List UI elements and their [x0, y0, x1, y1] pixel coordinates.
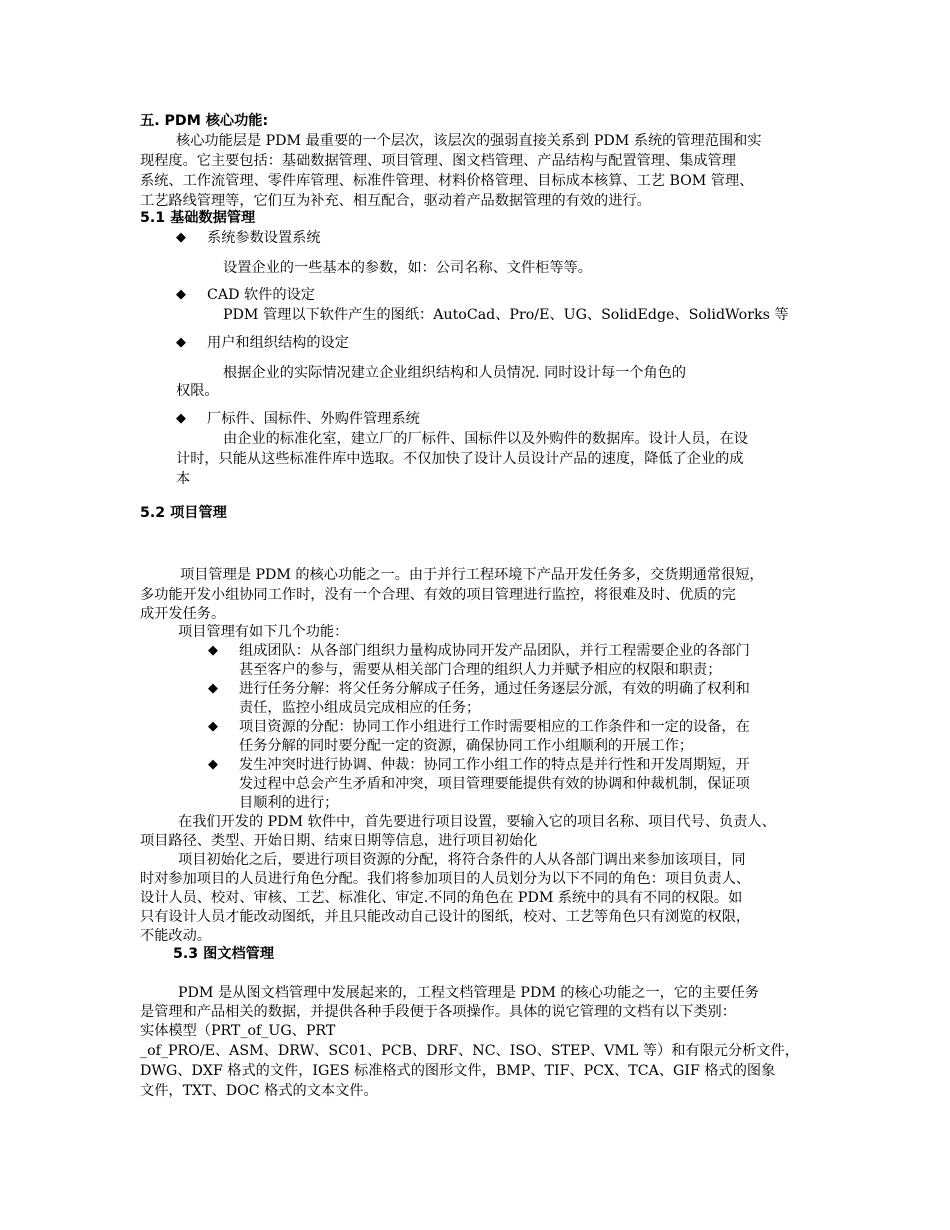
bullet-desc: 权限。 [176, 383, 219, 399]
diamond-bullet-icon: ◆ [176, 411, 186, 426]
function-line: 任务分解的同时要分配一定的资源，确保协同工作小组顺利的开展工作； [239, 738, 694, 754]
bullet-title: 系统参数设置系统 [207, 230, 321, 246]
paragraph-line: 不能改动。 [140, 928, 211, 944]
paragraph-line: 是管理和产品相关的数据，并提供各种手段便于各项操作。具体的说它管理的文档有以下类别： [140, 1004, 736, 1020]
section-5-2-heading: 5.2 项目管理 [140, 505, 227, 521]
bullet-desc: 本 [176, 471, 191, 487]
diamond-bullet-icon: ◆ [208, 681, 218, 696]
bullet-title: CAD 软件的设定 [207, 287, 315, 303]
paragraph-line: 工艺路线管理等，它们互为补充、相互配合，驱动着产品数据管理的有效的进行。 [140, 193, 651, 209]
function-line: 甚至客户的参与，需要从相关部门合理的组织人力并赋予相应的权限和职责； [239, 662, 722, 678]
paragraph-line: 项目初始化之后，要进行项目资源的分配，将符合条件的人从各部门调出来参加该项目，同 [178, 852, 746, 868]
diamond-bullet-icon: ◆ [208, 643, 218, 658]
bullet-title: 厂标件、国标件、外购件管理系统 [207, 411, 420, 427]
bullet-desc: 设置企业的一些基本的参数，如：公司名称、文件柜等等。 [223, 260, 592, 276]
bullet-title: 用户和组织结构的设定 [207, 335, 349, 351]
function-line: 组成团队：从各部门组织力量构成协同开发产品团队，并行工程需要企业的各部门 [239, 643, 750, 659]
bullet-desc: 根据企业的实际情况建立企业组织结构和人员情况. 同时设计每一个角色的 [223, 365, 687, 381]
list-intro: 项目管理有如下几个功能： [178, 624, 349, 640]
function-line: 责任，监控小组成员完成相应的任务； [239, 700, 481, 716]
paragraph-line: 项目管理是 PDM 的核心功能之一。由于并行工程环境下产品开发任务多，交货期通常很短， [180, 567, 764, 583]
diamond-bullet-icon: ◆ [176, 335, 186, 350]
diamond-bullet-icon: ◆ [176, 287, 186, 302]
paragraph-line: 时对参加项目的人员进行角色分配。我们将参加项目的人员划分为以下不同的角色：项目负责人、 [140, 871, 751, 887]
section-5-heading: 五. PDM 核心功能: [140, 113, 269, 129]
paragraph-line: 多功能开发小组协同工作时，没有一个合理、有效的项目管理进行监控，将很难及时、优质的完 [140, 587, 736, 603]
section-5-3-heading: 5.3 图文档管理 [173, 946, 275, 962]
function-line: 发过程中总会产生矛盾和冲突，项目管理要能提供有效的协调和仲裁机制，保证项 [239, 776, 750, 792]
function-line: 项目资源的分配：协同工作小组进行工作时需要相应的工作条件和一定的设备，在 [239, 719, 750, 735]
paragraph-line: 系统、工作流管理、零件库管理、标准件管理、材料价格管理、目标成本核算、工艺 BOM 管理、 [140, 173, 754, 189]
paragraph-line: 在我们开发的 PDM 软件中，首先要进行项目设置，要输入它的项目名称、项目代号、负责人、 [178, 814, 776, 830]
paragraph-line: PDM 是从图文档管理中发展起来的，工程文档管理是 PDM 的核心功能之一，它的主要任务 [178, 985, 759, 1001]
diamond-bullet-icon: ◆ [208, 719, 218, 734]
paragraph-line: 实体模型（PRT_of_UG、PRT [140, 1023, 336, 1039]
bullet-desc: 计时，只能从这些标准件库中选取。不仅加快了设计人员设计产品的速度，降低了企业的成 [176, 451, 744, 467]
function-line: 发生冲突时进行协调、仲裁：协同工作小组工作的特点是并行性和开发周期短，开 [239, 757, 750, 773]
paragraph-line: 项目路径、类型、开始日期、结束日期等信息，进行项目初始化 [140, 833, 538, 849]
section-5-1-heading: 5.1 基础数据管理 [140, 210, 256, 226]
paragraph-line: 现程度。它主要包括：基础数据管理、项目管理、图文档管理、产品结构与配置管理、集成管理 [140, 153, 736, 169]
diamond-bullet-icon: ◆ [176, 230, 186, 245]
bullet-desc: PDM 管理以下软件产生的图纸：AutoCad、Pro/E、UG、SolidEdge、SolidWorks 等 [223, 307, 789, 323]
paragraph-line: 设计人员、校对、审核、工艺、标准化、审定.不同的角色在 PDM 系统中的具有不同的权限。如 [140, 890, 743, 906]
paragraph-line: 成开发任务。 [140, 606, 226, 622]
function-line: 目顺利的进行； [239, 795, 339, 811]
paragraph-line: _of_PRO/E、ASM、DRW、SC01、PCB、DRF、NC、ISO、STEP、VML 等）和有限元分析文件， [140, 1043, 799, 1059]
paragraph-line: 核心功能层是 PDM 最重要的一个层次，该层次的强弱直接关系到 PDM 系统的管理范围和实 [176, 133, 762, 149]
paragraph-line: 只有设计人员才能改动图纸，并且只能改动自己设计的图纸，校对、工艺等角色只有浏览的权限， [140, 909, 751, 925]
diamond-bullet-icon: ◆ [208, 757, 218, 772]
paragraph-line: DWG、DXF 格式的文件，IGES 标准格式的图形文件，BMP、TIF、PCX、TCA、GIF 格式的图象 [140, 1063, 776, 1079]
paragraph-line: 文件，TXT、DOC 格式的文本文件。 [140, 1083, 378, 1099]
bullet-desc: 由企业的标准化室，建立厂的厂标件、国标件以及外购件的数据库。设计人员，在设 [223, 431, 748, 447]
function-line: 进行任务分解：将父任务分解成子任务，通过任务逐层分派，有效的明确了权利和 [239, 681, 750, 697]
